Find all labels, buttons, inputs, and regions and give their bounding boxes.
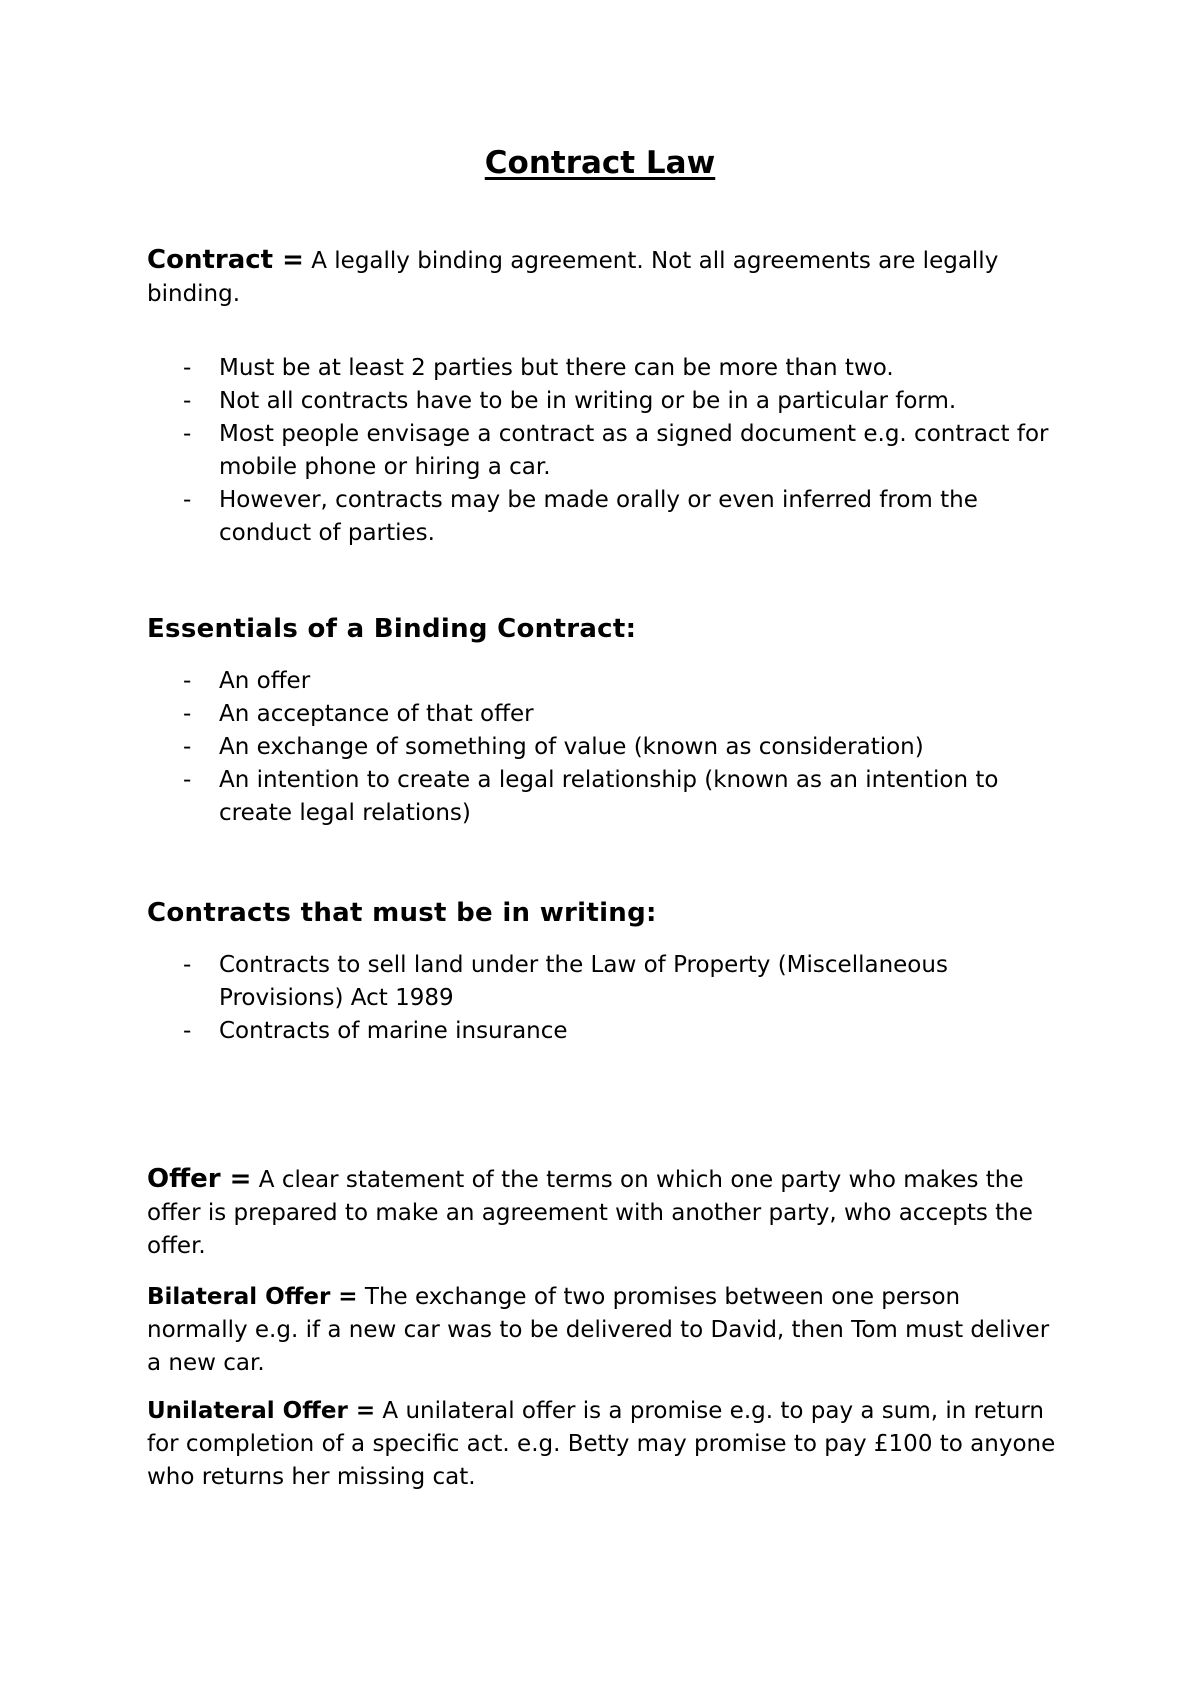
unilateral-offer-term: Unilateral Offer = [147,1398,376,1424]
list-item-text: An acceptance of that offer [219,701,534,727]
unilateral-offer-definition [147,1395,1067,1494]
list-item [147,1015,1067,1048]
page-title: Contract Law [484,145,716,181]
bilateral-offer-definition [147,1281,1067,1380]
bilateral-offer-text: The exchange of two promises between one person normally e.g. if a new car was to be delivered to David, then Tom must deliver a new car. [147,1284,1050,1376]
dash-bullet: - [183,734,192,760]
list-item [147,665,1067,698]
list-item [147,764,1067,830]
dash-bullet: - [183,421,192,447]
offer-definition [147,1163,1067,1263]
list-item-text: However, contracts may be made orally or even inferred from the conduct of parties. [219,487,978,546]
list-item-text: Not all contracts have to be in writing or be in a particular form. [219,388,957,414]
essentials-heading: Essentials of a Binding Contract: [147,614,637,644]
dash-bullet: - [183,701,192,727]
essentials-list [147,665,1067,830]
list-item [147,731,1067,764]
contract-points-list [147,352,1067,550]
contract-term: Contract = [147,245,304,275]
dash-bullet: - [183,1018,192,1044]
list-item [147,949,1067,1015]
offer-definition-text: A clear statement of the terms on which one party who makes the offer is prepared to make an agreement with another party, who accepts the offer. [147,1167,1033,1259]
dash-bullet: - [183,355,192,381]
list-item-text: An exchange of something of value (known as consideration) [219,734,924,760]
dash-bullet: - [183,952,192,978]
contract-definition-text: A legally binding agreement. Not all agreements are legally binding. [147,248,999,307]
list-item-text: An intention to create a legal relationship (known as an intention to create legal relations) [219,767,999,826]
unilateral-offer-text: A unilateral offer is a promise e.g. to pay a sum, in return for completion of a specific act. e.g. Betty may promise to pay £100 to anyone who returns her missing cat. [147,1398,1056,1490]
list-item-text: Most people envisage a contract as a signed document e.g. contract for mobile phone or hiring a car. [219,421,1049,480]
list-item-text: An offer [219,668,311,694]
list-item [147,484,1067,550]
list-item [147,418,1067,484]
list-item-text: Contracts of marine insurance [219,1018,568,1044]
list-item [147,352,1067,385]
list-item-text: Must be at least 2 parties but there can be more than two. [219,355,894,381]
list-item [147,698,1067,731]
dash-bullet: - [183,487,192,513]
contract-definition [147,244,1067,311]
list-item-text: Contracts to sell land under the Law of Property (Miscellaneous Provisions) Act 1989 [219,952,948,1011]
offer-term: Offer = [147,1164,252,1194]
writing-list [147,949,1067,1048]
dash-bullet: - [183,767,192,793]
list-item [147,385,1067,418]
dash-bullet: - [183,668,192,694]
dash-bullet: - [183,388,192,414]
bilateral-offer-term: Bilateral Offer = [147,1284,358,1310]
writing-heading: Contracts that must be in writing: [147,898,657,928]
